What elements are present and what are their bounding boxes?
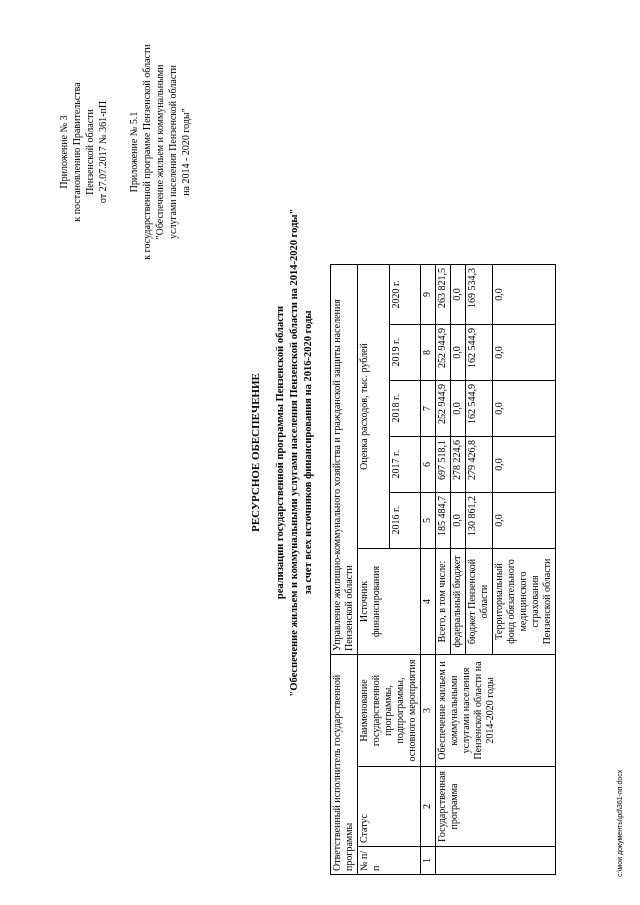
value-cell: 185 484,7 [436, 493, 451, 549]
value-cell: 697 518,1 [436, 437, 451, 493]
header-status: Статус [358, 767, 421, 847]
value-cell: 0,0 [493, 264, 556, 324]
row-program-name: Обеспечение жильем и коммунальными услугами населения Пензенской области на 2014-2020 годы [436, 655, 556, 767]
colnum: 6 [421, 437, 436, 493]
source-federal: федеральный бюджет [451, 549, 466, 655]
header-year-2020: 2020 г. [389, 264, 421, 324]
value-cell: 0,0 [493, 325, 556, 381]
document-heading: РЕСУРСНОЕ ОБЕСПЕЧЕНИЕ [250, 373, 262, 532]
value-cell: 0,0 [451, 381, 466, 437]
value-cell: 162 544,9 [466, 381, 493, 437]
value-cell: 0,0 [451, 493, 466, 549]
value-cell: 279 426,8 [466, 437, 493, 493]
value-cell: 0,0 [451, 325, 466, 381]
header-estimate: Оценка расходов, тыс. рублей [358, 264, 390, 548]
colnum: 5 [421, 493, 436, 549]
value-cell: 0,0 [451, 264, 466, 324]
document-title-line3: "Обеспечение жильем и коммунальными услугами населения Пензенской области на 2014-2020 годы" [289, 208, 300, 697]
appendix-main-line1: Приложение № 3 [59, 115, 70, 189]
value-cell: 263 821,5 [436, 264, 451, 324]
header-number: № п/п [358, 847, 421, 875]
document-title-line2: реализации государственной программы Пензенской области [275, 305, 286, 600]
header-year-2017: 2017 г. [389, 437, 421, 493]
document-title-line4: за счет всех источников финансирования на 2016-2020 годы [303, 310, 314, 595]
colnum: 1 [421, 847, 436, 875]
source-medical-fund: Территориальный фонд обязательного медицинского страхования Пензенской области [493, 549, 556, 655]
colnum: 7 [421, 381, 436, 437]
colnum: 8 [421, 325, 436, 381]
value-cell: 130 861,2 [466, 493, 493, 549]
header-responsible: Ответственный исполнитель государственной программы [331, 655, 358, 875]
header-source: Источник финансирования [358, 549, 421, 655]
value-cell: 162 544,9 [466, 325, 493, 381]
header-year-2019: 2019 г. [389, 325, 421, 381]
value-cell: 278 224,6 [451, 437, 466, 493]
colnum: 9 [421, 264, 436, 324]
appendix-sub-line4: услугами населения Пензенской области [168, 65, 179, 239]
appendix-main-line2: к постановлению Правительства [72, 82, 83, 222]
appendix-sub [128, 27, 193, 277]
appendix-main [58, 27, 110, 277]
header-year-2016: 2016 г. [389, 493, 421, 549]
row-status: Государственная программа [436, 767, 556, 847]
appendix-main-line4: от 27.07.2017 № 361-пП [98, 100, 109, 204]
appendix-main-line3: Пензенской области [85, 109, 96, 195]
resource-table [330, 29, 556, 875]
header-name: Наименование государственной программы, подпрограммы, основного мероприятия [358, 655, 421, 767]
table-row [436, 29, 451, 874]
header-responsible-value: Управление жилищно-коммунального хозяйства и гражданской защиты населения Пензенской области [331, 264, 358, 654]
value-cell: 0,0 [493, 381, 556, 437]
colnum: 3 [421, 655, 436, 767]
column-numbers-row [421, 29, 436, 874]
value-cell: 0,0 [493, 493, 556, 549]
value-cell: 169 534,3 [466, 264, 493, 324]
row-number [436, 847, 556, 875]
appendix-sub-line3: "Обеспечение жильем и коммунальными [155, 64, 166, 240]
value-cell: 0,0 [493, 437, 556, 493]
source-total: Всего, в том числе: [436, 549, 451, 655]
appendix-sub-line1: Приложение № 5.1 [129, 111, 140, 193]
file-path-footer: c:\мои документы\pd\361-пп.docx [617, 769, 624, 877]
source-regional: бюджет Пензенской области [466, 549, 493, 655]
colnum: 4 [421, 549, 436, 655]
appendix-sub-line2: к государственной программе Пензенской области [142, 44, 153, 260]
colnum: 2 [421, 767, 436, 847]
appendix-sub-line5: на 2014 - 2020 годы" [181, 108, 192, 196]
value-cell: 252 944,9 [436, 325, 451, 381]
header-year-2018: 2018 г. [389, 381, 421, 437]
value-cell: 252 944,9 [436, 381, 451, 437]
